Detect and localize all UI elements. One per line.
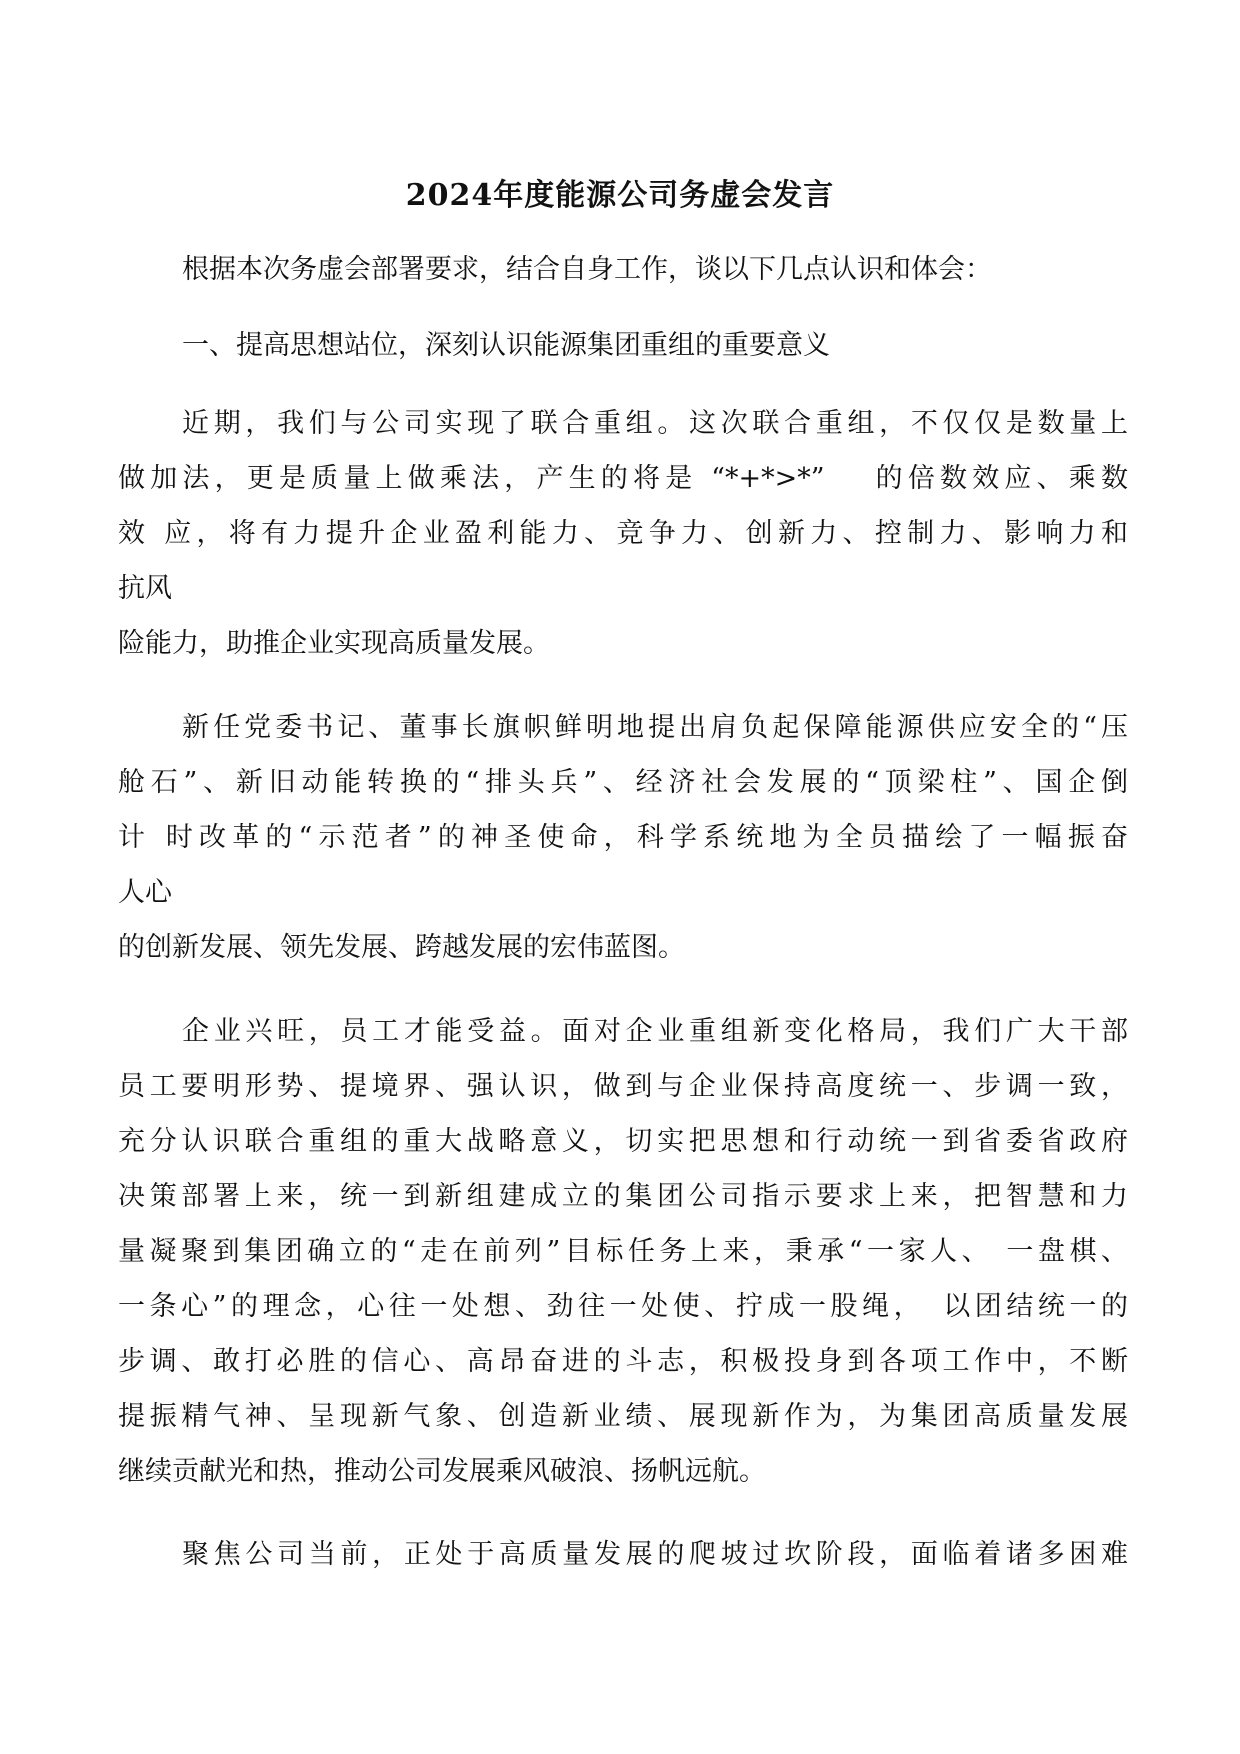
paragraph-line: 的创新发展、领先发展、跨越发展的宏伟蓝图。 [118,932,685,963]
paragraph-line: 充分认识联合重组的重大战略意义，切实把思想和行动统一到省委省政府 [118,1126,1128,1157]
paragraph-line: 抗风 [118,573,172,604]
paragraph-line: 险能力，助推企业实现高质量发展。 [118,628,550,659]
paragraph-line: 提振精气神、呈现新气象、创造新业绩、展现新作为，为集团高质量发展 [118,1401,1128,1432]
paragraph-line: 近期，我们与公司实现了联合重组。这次联合重组，不仅仅是数量上 [182,408,1128,439]
paragraph-line: 做加法，更是质量上做乘法，产生的将是 “*+*>*” 的倍数效应、乘数 [118,463,1128,494]
paragraph-line: 新任党委书记、董事长旗帜鲜明地提出肩负起保障能源供应安全的“压 [182,712,1128,743]
paragraph-line: 效 应，将有力提升企业盈利能力、竞争力、创新力、控制力、影响力和 [118,518,1128,549]
document-title: 2024年度能源公司务虚会发言 [405,178,835,213]
paragraph-line: 步调、敢打必胜的信心、高昂奋进的斗志，积极投身到各项工作中，不断 [118,1346,1128,1377]
paragraph-line: 一条心”的理念，心往一处想、劲往一处使、拧成一股绳， 以团结统一的 [118,1291,1128,1322]
paragraph-line: 人心 [118,877,172,908]
paragraph-line: 企业兴旺，员工才能受益。面对企业重组新变化格局，我们广大干部 [182,1016,1128,1047]
intro-line: 根据本次务虚会部署要求，结合自身工作，谈以下几点认识和体会： [182,254,992,285]
paragraph-line: 决策部署上来，统一到新组建成立的集团公司指示要求上来，把智慧和力 [118,1181,1128,1212]
paragraph-line: 聚焦公司当前，正处于高质量发展的爬坡过坎阶段，面临着诸多困难 [182,1539,1128,1570]
paragraph-line: 量凝聚到集团确立的“走在前列”目标任务上来，秉承“一家人、 一盘棋、 [118,1236,1128,1267]
section-heading-1: 一、提高思想站位，深刻认识能源集团重组的重要意义 [182,330,830,361]
paragraph-line: 计 时改革的“示范者”的神圣使命，科学系统地为全员描绘了一幅振奋 [118,822,1128,853]
paragraph-line: 继续贡献光和热，推动公司发展乘风破浪、扬帆远航。 [118,1456,766,1487]
paragraph-line: 员工要明形势、提境界、强认识，做到与企业保持高度统一、步调一致， [118,1071,1128,1102]
paragraph-line: 舱石”、新旧动能转换的“排头兵”、经济社会发展的“顶梁柱”、国企倒 [118,767,1128,798]
